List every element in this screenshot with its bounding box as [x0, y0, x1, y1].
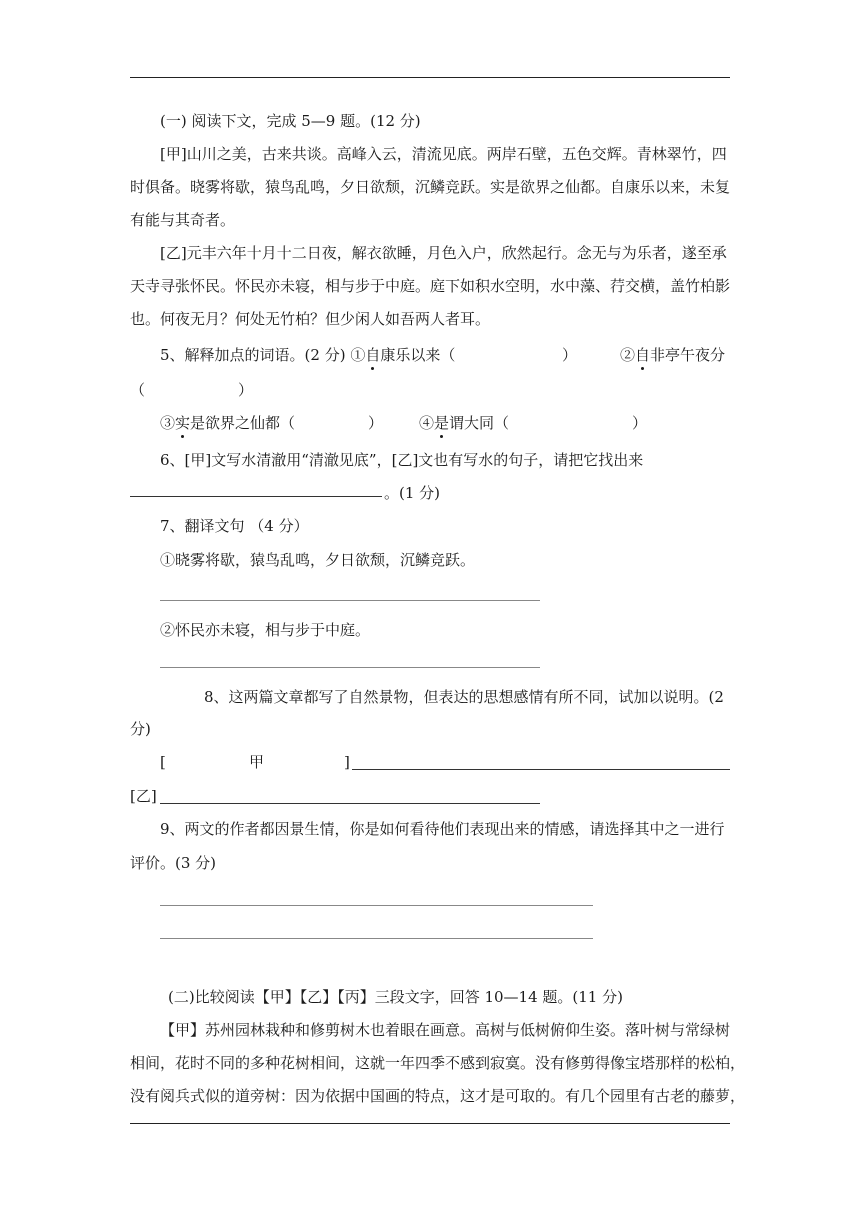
question-9: 9、两文的作者都因景生情，你是如何看待他们表现出来的情感，请选择其中之一进行 — [160, 820, 725, 838]
answer-paren-close: ） — [562, 346, 578, 364]
answer-blank[interactable] — [130, 496, 382, 497]
section2-line: 相间，花时不同的多种花树相间，这就一年四季不感到寂寞。没有修剪得像宝塔那样的松柏， — [130, 1054, 746, 1072]
question-7-title: 7、翻译文句 （4 分） — [160, 517, 309, 535]
passage-jia-line: 有能与其奇者。 — [130, 211, 236, 229]
dotted-word: 自 — [365, 346, 381, 364]
dotted-word: 自 — [635, 346, 651, 364]
answer-paren-close: ） — [632, 414, 648, 432]
section1-heading: (一) 阅读下文，完成 5—9 题。(12 分) — [160, 112, 421, 130]
footer-rule — [130, 1123, 730, 1124]
passage-yi-line: [乙]元丰六年十月十二日夜，解衣欲睡，月色入户，欣然起行。念无与为乐者，遂至承 — [160, 244, 727, 262]
question-6-score: 。(1 分) — [384, 484, 441, 502]
passage-yi-line: 天寺寻张怀民。怀民亦未寝，相与步于中庭。庭下如积水空明，水中藻、荇交横，盖竹柏影 — [130, 277, 731, 295]
question-9-cont: 评价。(3 分) — [130, 854, 217, 872]
answer-line[interactable] — [160, 938, 593, 939]
question-8: 8、这两篇文章都写了自然景物，但表达的思想感情有所不同，试加以说明。(2 — [204, 688, 724, 706]
answer-label-jia: ] — [344, 753, 350, 771]
answer-paren-open: （ — [130, 381, 146, 399]
question-5: 5、解释加点的词语。(2 分) ①自康乐以来（ — [160, 346, 456, 364]
answer-line[interactable] — [160, 905, 593, 906]
answer-paren-close: ） — [368, 414, 384, 432]
answer-label-jia: 甲 — [249, 753, 265, 771]
answer-label-jia: [ — [160, 753, 166, 771]
question-5-item-2: ②自非亭午夜分 — [620, 346, 726, 364]
dotted-word: 实 — [175, 414, 191, 432]
question-7-sentence: ②怀民亦未寝，相与步于中庭。 — [160, 621, 371, 639]
section2-line: 【甲】苏州园林栽种和修剪树木也着眼在画意。高树与低树俯仰生姿。落叶树与常绿树 — [160, 1021, 731, 1039]
dotted-word: 是 — [434, 414, 450, 432]
question-5-item-3: ③实是欲界之仙都（ — [160, 414, 296, 432]
passage-jia-line: 时俱备。晓雾将歇，猿鸟乱鸣，夕日欲颓，沉鳞竞跃。实是欲界之仙都。自康乐以来，未复 — [130, 178, 731, 196]
passage-yi-line: 也。何夜无月？何处无竹柏？但少闲人如吾两人者耳。 — [130, 310, 491, 328]
answer-line[interactable] — [160, 667, 540, 668]
answer-line[interactable] — [160, 600, 540, 601]
question-5-item-4: ④是谓大同（ — [419, 414, 510, 432]
header-rule — [130, 77, 730, 78]
answer-label-yi: [乙] — [130, 787, 157, 805]
question-7-sentence: ①晓雾将歇，猿鸟乱鸣，夕日欲颓，沉鳞竞跃。 — [160, 551, 476, 569]
answer-line[interactable] — [352, 769, 730, 770]
section2-heading: (二)比较阅读【甲】【乙】【丙】三段文字，回答 10—14 题。(11 分) — [168, 988, 623, 1006]
answer-line[interactable] — [160, 803, 540, 804]
question-8-cont: 分) — [130, 720, 151, 738]
section2-line: 没有阅兵式似的道旁树：因为依据中国画的特点，这才是可取的。有几个园里有古老的藤萝， — [130, 1087, 746, 1105]
question-6: 6、[甲]文写水清澈用“清澈见底”，[乙]文也有写水的句子，请把它找出来 — [160, 451, 644, 469]
passage-jia-line: [甲]山川之美，古来共谈。高峰入云，清流见底。两岸石壁，五色交辉。青林翠竹，四 — [160, 145, 727, 163]
answer-paren-close: ） — [238, 381, 254, 399]
